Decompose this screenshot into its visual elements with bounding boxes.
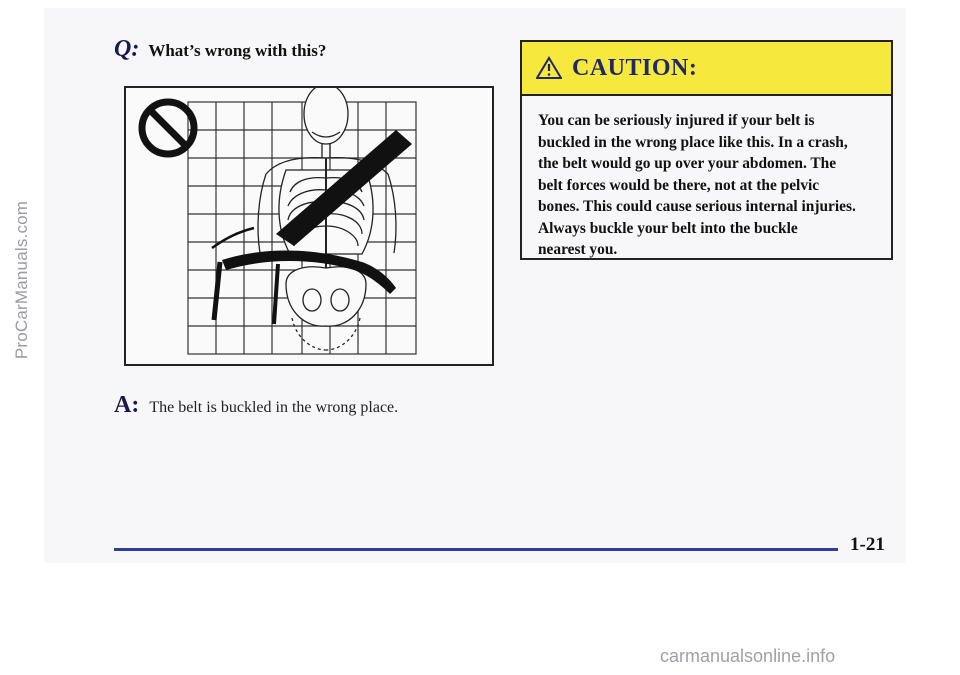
answer bbox=[114, 392, 398, 419]
caution-body bbox=[522, 96, 891, 261]
footer-rule bbox=[114, 548, 838, 551]
question-letter: Q: bbox=[114, 36, 140, 62]
caution-box bbox=[520, 40, 893, 260]
caution-line: Always buckle your belt into the buckle bbox=[538, 219, 798, 237]
caution-line: nearest you. bbox=[538, 241, 618, 258]
buckle-strap bbox=[214, 262, 220, 320]
skeleton bbox=[258, 88, 396, 350]
caution-line: buckled in the wrong place like this. In a crash, bbox=[538, 133, 848, 151]
caution-line: You can be seriously injured if your belt is bbox=[538, 112, 815, 129]
caution-line: bones. This could cause serious internal injuries. bbox=[538, 198, 856, 215]
caution-title: CAUTION: bbox=[572, 54, 698, 81]
answer-letter: A: bbox=[114, 392, 140, 418]
question bbox=[114, 36, 326, 63]
answer-text: The belt is buckled in the wrong place. bbox=[149, 399, 399, 416]
bottom-watermark: carmanualsonline.info bbox=[660, 646, 836, 666]
prohibited-icon bbox=[142, 102, 194, 154]
warning-triangle-icon bbox=[536, 56, 562, 80]
caution-header bbox=[522, 42, 891, 96]
seatbelt-illustration bbox=[124, 86, 494, 366]
side-watermark-text: ProCarManuals.com bbox=[12, 200, 31, 360]
page-number: 1-21 bbox=[850, 534, 885, 555]
caution-line: belt forces would be there, not at the pelvic bbox=[538, 176, 820, 194]
side-watermark bbox=[4, 150, 40, 410]
caution-line: the belt would go up over your abdomen. The bbox=[538, 155, 837, 172]
illustration-svg bbox=[126, 88, 492, 364]
question-text: What’s wrong with this? bbox=[148, 41, 327, 60]
